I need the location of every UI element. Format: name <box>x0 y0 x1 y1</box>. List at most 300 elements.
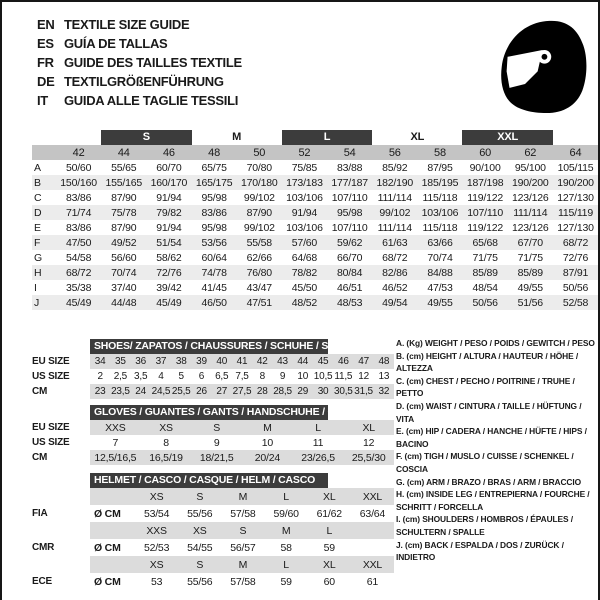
helmet-size-label: XXS <box>146 524 167 537</box>
language-row <box>37 53 242 72</box>
shoes-value: 13 <box>378 371 390 382</box>
size-group-xl: XL <box>410 131 425 143</box>
measurement-value: 78/82 <box>291 266 318 279</box>
measurement-value: 91/94 <box>156 191 182 204</box>
shoes-value: 41 <box>236 356 248 367</box>
size-column-header: 62 <box>524 146 537 159</box>
helmet-values-strip <box>90 539 394 556</box>
measurement-value: 165/175 <box>195 176 233 189</box>
helmet-value: 61/62 <box>316 507 342 520</box>
measurement-value: 45/49 <box>156 296 182 309</box>
gloves-value: 20/24 <box>254 451 280 464</box>
gloves-value-strip <box>90 420 394 435</box>
measurement-value: 160/170 <box>150 176 188 189</box>
measurement-value: 70/74 <box>427 251 453 264</box>
helmet-size-label: L <box>283 558 289 571</box>
row-letter: G <box>34 251 42 264</box>
language-code: DE <box>37 74 55 89</box>
measurement-value: 56/60 <box>111 251 137 264</box>
legend-item: H. (cm) INSIDE LEG / ENTREPIERNA / FOURCHE / SCHRITT / FORCELLA <box>396 489 590 512</box>
gloves-table-title: GLOVES / GUANTES / GANTS / HANDSCHUHE / GUANTI <box>90 405 328 420</box>
measurement-value: 46/50 <box>201 296 227 309</box>
measurement-value: 80/84 <box>336 266 363 279</box>
helmet-value: 53 <box>150 575 163 588</box>
measurement-value: 177/187 <box>331 176 368 189</box>
legend-item: A. (Kg) WEIGHT / PESO / POIDS / GEWITCH / PESO <box>396 338 595 348</box>
language-code: ES <box>37 36 54 51</box>
gloves-value: 9 <box>213 436 220 449</box>
shoes-value: 12 <box>358 371 369 382</box>
measurement-legend <box>396 337 599 564</box>
gloves-size-table <box>32 405 394 465</box>
measurement-value: 75/85 <box>291 161 318 174</box>
shoes-value: 25,5 <box>171 386 191 397</box>
shoes-value: 34 <box>94 356 106 367</box>
measurement-value: 45/50 <box>291 281 318 294</box>
shoes-value: 38 <box>175 356 187 367</box>
language-title: TEXTILGRÖßENFÜHRUNG <box>64 74 224 89</box>
apparel-size-table <box>32 128 598 310</box>
size-column-header: 60 <box>479 146 492 159</box>
gloves-value: M <box>263 421 272 434</box>
measurement-value: 63/66 <box>427 236 453 249</box>
size-group-row <box>32 128 598 145</box>
legend-item: B. (cm) HEIGHT / ALTURA / HAUTEUR / HÖHE / ALTEZZA <box>396 350 579 374</box>
measurement-value: 47/50 <box>65 236 92 249</box>
measurement-value: 95/98 <box>201 191 227 204</box>
gloves-value: 23/26,5 <box>301 451 335 464</box>
measurement-row-f <box>32 235 598 250</box>
helmet-sizes-row <box>32 488 394 505</box>
helmet-sizes-strip <box>90 556 394 573</box>
measurement-value: 57/60 <box>291 236 318 249</box>
measurement-value: 190/200 <box>512 176 549 189</box>
shoes-value: 2,5 <box>113 371 128 382</box>
measurement-value: 60/64 <box>201 251 227 264</box>
measurement-value: 107/110 <box>331 221 368 234</box>
measurement-value: 111/114 <box>377 191 412 204</box>
measurement-value: 65/75 <box>201 161 227 174</box>
helmet-value: 60 <box>323 575 335 588</box>
shoes-row <box>32 384 394 399</box>
measurement-value: 173/183 <box>286 176 323 189</box>
helmet-value: 55/56 <box>187 575 213 588</box>
measurement-value: 41/45 <box>201 281 227 294</box>
measurement-value: 83/86 <box>65 221 92 234</box>
measurement-value: 103/106 <box>421 206 459 219</box>
measurement-value: 47/51 <box>246 296 272 309</box>
helmet-size-label: L <box>283 490 289 503</box>
row-label: US SIZE <box>32 437 70 448</box>
shoes-value: 26 <box>196 386 207 397</box>
row-letter: H <box>34 266 42 279</box>
shoes-value: 27,5 <box>232 386 252 397</box>
shoes-value: 8 <box>259 371 265 382</box>
measurement-value: 123/126 <box>512 221 549 234</box>
shoes-value: 35 <box>115 356 126 367</box>
size-column-header: 44 <box>117 146 130 159</box>
shoes-value: 27 <box>216 386 228 397</box>
measurement-value: 72/76 <box>156 266 182 279</box>
measurement-value: 49/55 <box>517 281 543 294</box>
measurement-value: 71/75 <box>472 251 498 264</box>
shoes-value: 37 <box>155 356 167 367</box>
size-column-header: 50 <box>253 146 266 159</box>
measurement-value: 111/114 <box>513 206 548 219</box>
helmet-standard-row-ece <box>32 573 394 590</box>
measurement-value: 185/195 <box>421 176 459 189</box>
row-label: CM <box>32 386 48 397</box>
size-group-s: S <box>101 130 191 145</box>
measurement-value: 48/52 <box>291 296 318 309</box>
helmet-value: 55/56 <box>187 507 213 520</box>
shoes-value: 47 <box>358 356 369 367</box>
measurement-value: 107/110 <box>331 191 368 204</box>
measurement-row-c <box>32 190 598 205</box>
measurement-value: 115/119 <box>557 206 593 219</box>
gloves-value: XXS <box>105 421 126 434</box>
measurement-value: 45/49 <box>65 296 92 309</box>
measurement-value: 95/100 <box>514 161 546 174</box>
measurement-value: 85/89 <box>517 266 543 279</box>
measurement-value: 52/58 <box>562 296 589 309</box>
shoes-value: 42 <box>256 356 268 367</box>
row-letter: C <box>34 191 42 204</box>
measurement-value: 87/91 <box>562 266 589 279</box>
measurement-value: 99/102 <box>379 206 411 219</box>
gloves-value: 12,5/16,5 <box>94 451 137 464</box>
measurement-value: 91/94 <box>156 221 182 234</box>
measurement-value: 51/54 <box>156 236 182 249</box>
shoes-value: 46 <box>337 356 349 367</box>
unit-label: Ø CM <box>94 541 121 554</box>
row-label: US SIZE <box>32 371 70 382</box>
helmet-sizes-strip <box>90 522 394 539</box>
measurement-value: 61/63 <box>382 236 408 249</box>
measurement-value: 83/88 <box>336 161 363 174</box>
measurement-value: 75/78 <box>111 206 137 219</box>
shoes-value: 40 <box>216 356 228 367</box>
shoes-value: 48 <box>378 356 390 367</box>
shoes-value: 45 <box>317 356 329 367</box>
language-row <box>37 91 242 110</box>
helmet-size-label: S <box>196 490 204 503</box>
measurement-value: 48/53 <box>336 296 363 309</box>
shoes-value: 30 <box>317 386 329 397</box>
measurement-value: 85/89 <box>472 266 498 279</box>
measurement-value: 50/56 <box>562 281 589 294</box>
language-code: FR <box>37 55 54 70</box>
helmet-size-label: XL <box>323 558 336 571</box>
unit-label: Ø CM <box>94 507 121 520</box>
measurement-value: 49/52 <box>111 236 137 249</box>
row-letter: J <box>34 296 40 309</box>
unit-label: Ø CM <box>94 575 121 588</box>
helmet-value: 59 <box>323 541 335 554</box>
language-title: TEXTILE SIZE GUIDE <box>64 17 190 32</box>
shoes-value: 23,5 <box>111 386 130 397</box>
size-column-header: 56 <box>388 146 401 159</box>
row-letter: A <box>34 161 41 174</box>
shoes-value-strip <box>90 354 394 369</box>
shoes-value-strip <box>90 384 394 399</box>
helmet-standard-row-cmr <box>32 539 394 556</box>
language-code: EN <box>37 17 55 32</box>
standard-name: ECE <box>32 576 52 587</box>
helmet-standard-row-fia <box>32 505 394 522</box>
measurement-value: 99/102 <box>243 221 275 234</box>
shoes-value: 4 <box>158 371 164 382</box>
measurement-value: 70/74 <box>111 266 137 279</box>
measurement-value: 103/106 <box>286 191 323 204</box>
gloves-row <box>32 450 394 465</box>
measurement-value: 107/110 <box>467 206 504 219</box>
measurement-row-j <box>32 295 598 310</box>
shoes-value: 7,5 <box>235 371 249 382</box>
legend-item: D. (cm) WAIST / CINTURA / TAILLE / HÜFTUNG / VITA <box>396 400 582 424</box>
helmet-value: 52/53 <box>143 541 170 554</box>
gloves-value: 16,5/19 <box>149 451 183 464</box>
gloves-value: 10 <box>261 436 273 449</box>
helmet-table-title: HELMET / CASCO / CASQUE / HELM / CASCO <box>90 473 328 488</box>
shoes-value: 6 <box>198 371 205 382</box>
standard-name: FIA <box>32 508 48 519</box>
language-header <box>37 15 242 110</box>
measurement-value: 60/70 <box>156 161 182 174</box>
size-group-l: L <box>282 130 372 145</box>
measurement-value: 54/58 <box>65 251 92 264</box>
row-label: EU SIZE <box>32 356 70 367</box>
helmet-value: 59 <box>280 575 292 588</box>
shoes-value: 29 <box>297 386 309 397</box>
measurement-value: 115/118 <box>422 191 458 204</box>
measurement-value: 155/165 <box>105 176 143 189</box>
shoes-value: 6,5 <box>215 371 229 382</box>
measurement-row-e <box>32 220 598 235</box>
helmet-values-strip <box>90 505 394 522</box>
legend-item: I. (cm) SHOULDERS / HOMBROS / ÉPAULES / SCHULTERN / SPALLE <box>396 514 573 537</box>
legend-item: F. (cm) TIGH / MUSLO / CUISSE / SCHENKEL / COSCIA <box>396 451 574 474</box>
measurement-value: 71/74 <box>65 206 92 219</box>
shoes-value: 44 <box>297 356 309 367</box>
measurement-row-h <box>32 265 598 280</box>
measurement-value: 105/115 <box>557 161 594 174</box>
measurement-value: 119/122 <box>467 191 504 204</box>
measurement-value: 67/70 <box>517 236 543 249</box>
measurement-value: 79/82 <box>156 206 182 219</box>
row-letter: I <box>34 281 37 294</box>
measurement-value: 47/53 <box>427 281 453 294</box>
helmet-size-label: L <box>326 524 333 537</box>
size-column-header: 54 <box>343 146 356 159</box>
measurement-value: 87/90 <box>246 206 272 219</box>
row-letter: E <box>34 221 41 234</box>
gloves-value: XS <box>159 421 173 434</box>
measurement-value: 39/42 <box>156 281 182 294</box>
gloves-value: 7 <box>112 436 119 449</box>
shoes-value: 10 <box>297 371 309 382</box>
size-column-header: 64 <box>569 146 582 159</box>
language-title: GUIDE DES TAILLES TEXTILE <box>64 55 242 70</box>
helmet-size-label: S <box>239 524 247 537</box>
helmet-value: 63/64 <box>359 507 386 520</box>
shoes-value: 23 <box>94 386 106 397</box>
measurement-value: 84/88 <box>427 266 453 279</box>
size-group-m: M <box>232 131 242 143</box>
measurement-value: 95/98 <box>201 221 227 234</box>
shoes-value: 2 <box>97 371 103 382</box>
helmet-values-strip <box>90 573 394 590</box>
size-column-header: 48 <box>208 146 221 159</box>
measurement-value: 71/75 <box>517 251 543 264</box>
helmet-size-label: XXL <box>362 490 383 503</box>
shoes-value: 43 <box>277 356 288 367</box>
gloves-value: XL <box>362 421 375 434</box>
helmet-sizes-strip <box>90 488 394 505</box>
shoes-value: 32 <box>378 386 390 397</box>
language-title: GUÍA DE TALLAS <box>64 36 168 51</box>
helmet-sizes-row <box>32 522 394 539</box>
measurement-value: 58/62 <box>156 251 182 264</box>
racing-helmet-icon <box>494 16 591 117</box>
size-column-header: 42 <box>72 146 85 159</box>
measurement-value: 68/72 <box>65 266 92 279</box>
measurement-value: 87/95 <box>427 161 453 174</box>
measurement-value: 83/86 <box>201 206 227 219</box>
measurement-value: 55/65 <box>111 161 137 174</box>
gloves-value: L <box>315 421 321 434</box>
helmet-size-table <box>32 473 394 590</box>
legend-item: C. (cm) CHEST / PECHO / POITRINE / TRUHE / PETTO <box>396 375 575 399</box>
language-row <box>37 72 242 91</box>
measurement-value: 182/190 <box>376 176 414 189</box>
measurement-value: 91/94 <box>291 206 318 219</box>
size-column-header: 46 <box>163 146 175 159</box>
shoes-value: 39 <box>196 356 207 367</box>
measurement-value: 53/56 <box>201 236 227 249</box>
helmet-value: 58 <box>280 541 292 554</box>
measurement-value: 48/54 <box>472 281 498 294</box>
measurement-value: 190/200 <box>557 176 594 189</box>
standard-name: CMR <box>32 542 55 553</box>
measurement-value: 119/122 <box>467 221 504 234</box>
row-label: CM <box>32 452 48 463</box>
gloves-value: 12 <box>363 436 375 449</box>
shoes-value: 9 <box>279 371 286 382</box>
measurement-row-i <box>32 280 598 295</box>
measurement-value: 35/38 <box>65 281 92 294</box>
legend-item: J. (cm) BACK / ESPALDA / DOS / ZURÜCK / INDIETRO <box>396 539 564 563</box>
shoes-row <box>32 369 394 384</box>
measurement-value: 55/58 <box>246 236 272 249</box>
measurement-value: 43/47 <box>246 281 272 294</box>
row-letter: F <box>34 236 41 249</box>
measurement-row-d <box>32 205 598 220</box>
racing-helmet-icon-svg <box>494 16 591 117</box>
measurement-value: 44/48 <box>111 296 137 309</box>
shoes-value: 28,5 <box>273 386 292 397</box>
measurement-value: 150/160 <box>60 176 97 189</box>
size-column-header: 58 <box>434 146 446 159</box>
measurement-value: 87/90 <box>111 191 137 204</box>
shoes-value: 3,5 <box>134 371 148 382</box>
shoes-size-table <box>32 339 394 399</box>
measurement-value: 103/106 <box>286 221 323 234</box>
helmet-size-label: M <box>238 558 248 571</box>
helmet-size-label: XS <box>192 524 207 537</box>
language-row <box>37 34 242 53</box>
shoes-value: 36 <box>135 356 147 367</box>
measurement-value: 70/80 <box>246 161 272 174</box>
row-letter: D <box>34 206 42 219</box>
measurement-value: 87/90 <box>111 221 137 234</box>
measurement-value: 64/68 <box>291 251 318 264</box>
helmet-size-label: XL <box>323 490 336 503</box>
gloves-value-strip <box>90 450 394 465</box>
shoes-value: 11,5 <box>334 371 353 382</box>
gloves-value: 25,5/30 <box>351 451 386 464</box>
measurement-value: 99/102 <box>243 191 275 204</box>
measurement-value: 72/76 <box>562 251 589 264</box>
shoes-row <box>32 354 394 369</box>
measurement-row-a <box>32 160 598 175</box>
helmet-value: 61 <box>366 575 379 588</box>
gloves-value-strip <box>90 435 394 450</box>
measurement-value: 95/98 <box>336 206 363 219</box>
measurement-value: 127/130 <box>557 221 594 234</box>
helmet-value: 57/58 <box>230 507 256 520</box>
size-column-header: 52 <box>298 146 311 159</box>
measurement-value: 170/180 <box>240 176 278 189</box>
shoes-value: 24 <box>135 386 147 397</box>
measurement-value: 127/130 <box>557 191 594 204</box>
helmet-size-label: XXL <box>362 558 383 571</box>
measurement-value: 115/118 <box>422 221 458 234</box>
measurement-value: 37/40 <box>111 281 137 294</box>
helmet-size-label: M <box>238 490 248 503</box>
gloves-value: S <box>213 421 221 434</box>
measurement-value: 62/66 <box>246 251 272 264</box>
helmet-value: 56/57 <box>230 541 256 554</box>
measurement-value: 65/68 <box>472 236 498 249</box>
language-title: GUIDA ALLE TAGLIE TESSILI <box>64 93 239 108</box>
gloves-row <box>32 435 394 450</box>
helmet-size-label: XS <box>149 490 164 503</box>
helmet-value: 53/54 <box>143 507 170 520</box>
measurement-value: 46/52 <box>382 281 408 294</box>
shoes-value: 28 <box>256 386 268 397</box>
measurement-value: 76/80 <box>246 266 272 279</box>
measurement-value: 50/56 <box>472 296 498 309</box>
measurement-value: 49/55 <box>427 296 453 309</box>
row-label: EU SIZE <box>32 422 70 433</box>
measurement-value: 46/51 <box>336 281 363 294</box>
measurement-row-g <box>32 250 598 265</box>
helmet-value: 57/58 <box>230 575 256 588</box>
row-letter: B <box>34 176 41 189</box>
helmet-size-label: M <box>281 524 291 537</box>
measurement-value: 68/72 <box>382 251 408 264</box>
shoes-value: 10,5 <box>313 371 333 382</box>
shoes-value: 5 <box>178 371 184 382</box>
legend-item: E. (cm) HIP / CADERA / HANCHE / HÜFTE / HIPS / BACINO <box>396 426 587 449</box>
measurement-value: 90/100 <box>469 161 501 174</box>
measurement-value: 85/92 <box>382 161 408 174</box>
shoes-value: 31,5 <box>354 386 373 397</box>
size-numbers-row <box>32 145 598 160</box>
shoes-value: 24,5 <box>151 386 171 397</box>
helmet-value: 54/55 <box>187 541 213 554</box>
